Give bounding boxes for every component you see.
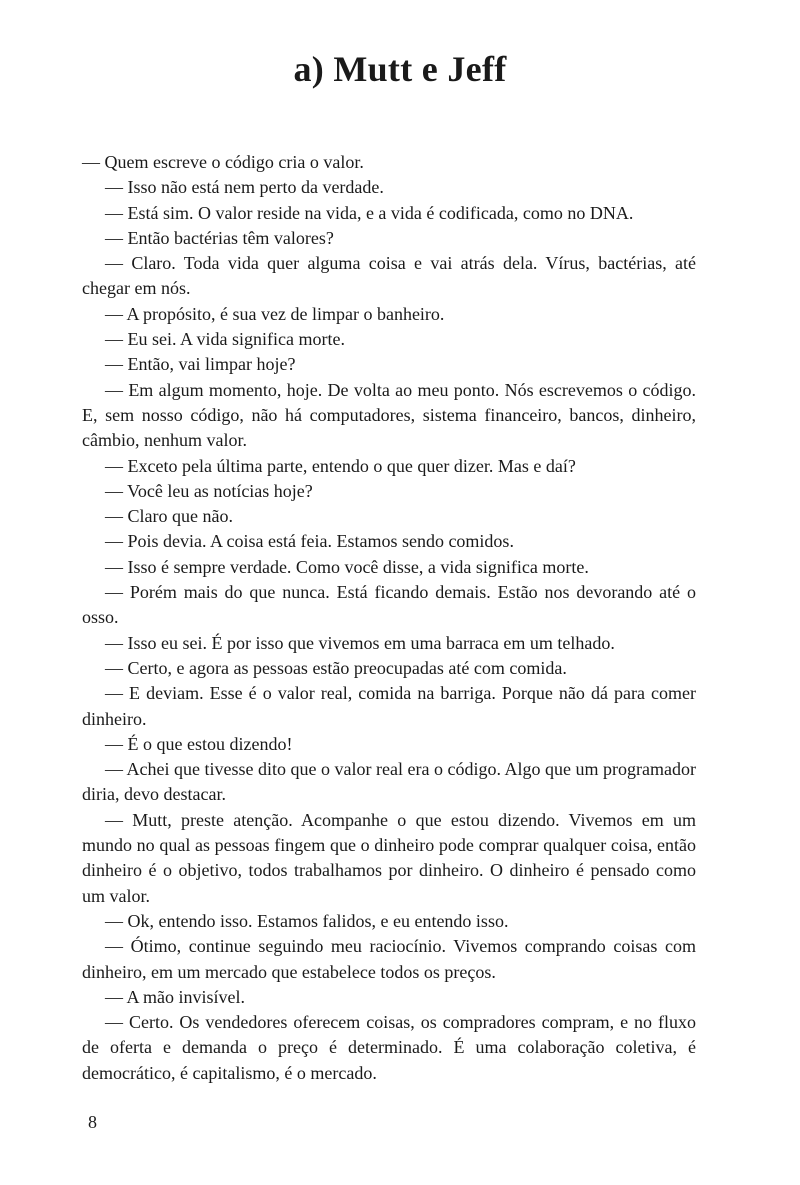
paragraph: — Eu sei. A vida significa morte. — [105, 329, 345, 350]
paragraph: — Ok, entendo isso. Estamos falidos, e eu entendo isso. — [105, 910, 509, 931]
chapter-title: a) Mutt e Jeff — [293, 49, 507, 89]
paragraph: — Está sim. O valor reside na vida, e a vida é codificada, como no DNA. — [105, 202, 634, 223]
paragraph: — E deviam. Esse é o valor real, comida na barriga. Porque não dá para comer dinheiro. — [82, 683, 696, 729]
paragraph: — Ótimo, continue seguindo meu raciocínio. Vivemos comprando coisas com dinheiro, em um mercado que estabelece todos os preços. — [82, 936, 696, 982]
paragraph: — Isso é sempre verdade. Como você disse, a vida significa morte. — [105, 556, 589, 577]
paragraph: — Você leu as notícias hoje? — [105, 480, 313, 501]
paragraph: — Certo, e agora as pessoas estão preocupadas até com comida. — [105, 657, 567, 678]
paragraph: — Isso não está nem perto da verdade. — [105, 177, 384, 198]
paragraph: — Isso eu sei. É por isso que vivemos em uma barraca em um telhado. — [105, 632, 615, 653]
paragraph: — Exceto pela última parte, entendo o que quer dizer. Mas e daí? — [105, 455, 576, 476]
paragraph: — Claro. Toda vida quer alguma coisa e vai atrás dela. Vírus, bactérias, até chegar em nós. — [82, 253, 696, 299]
paragraph: — Achei que tivesse dito que o valor real era o código. Algo que um programador diria, devo destacar. — [82, 759, 696, 805]
paragraph: — É o que estou dizendo! — [105, 733, 293, 754]
paragraph: — A mão invisível. — [105, 986, 246, 1007]
paragraph: — Certo. Os vendedores oferecem coisas, os compradores compram, e no fluxo de oferta e demanda o preço é determinado. É uma colaboração coletiva, é democrático, é capitalismo, é o mercado. — [82, 1012, 696, 1083]
paragraph: — A propósito, é sua vez de limpar o banheiro. — [105, 303, 445, 324]
paragraph: — Então, vai limpar hoje? — [105, 354, 296, 375]
paragraph: — Quem escreve o código cria o valor. — [82, 152, 364, 172]
paragraph: — Pois devia. A coisa está feia. Estamos sendo comidos. — [105, 531, 514, 552]
paragraph: — Claro que não. — [105, 506, 233, 527]
paragraph: — Em algum momento, hoje. De volta ao meu ponto. Nós escrevemos o código. E, sem nosso código, não há computadores, sistema financeiro, bancos, dinheiro, câmbio, nenhum valor. — [82, 379, 696, 451]
paragraph: — Mutt, preste atenção. Acompanhe o que estou dizendo. Vivemos em um mundo no qual as pessoas fingem que o dinheiro pode comprar qualquer coisa, então dinheiro é o objetivo, todos trabalhamos por dinheiro. O dinheiro é pensado como um valor. — [82, 809, 696, 906]
body-text — [82, 150, 696, 1086]
paragraph: — Então bactérias têm valores? — [105, 227, 334, 248]
page-number: 8 — [88, 1112, 97, 1132]
paragraph: — Porém mais do que nunca. Está ficando demais. Estão nos devorando até o osso. — [82, 582, 696, 628]
